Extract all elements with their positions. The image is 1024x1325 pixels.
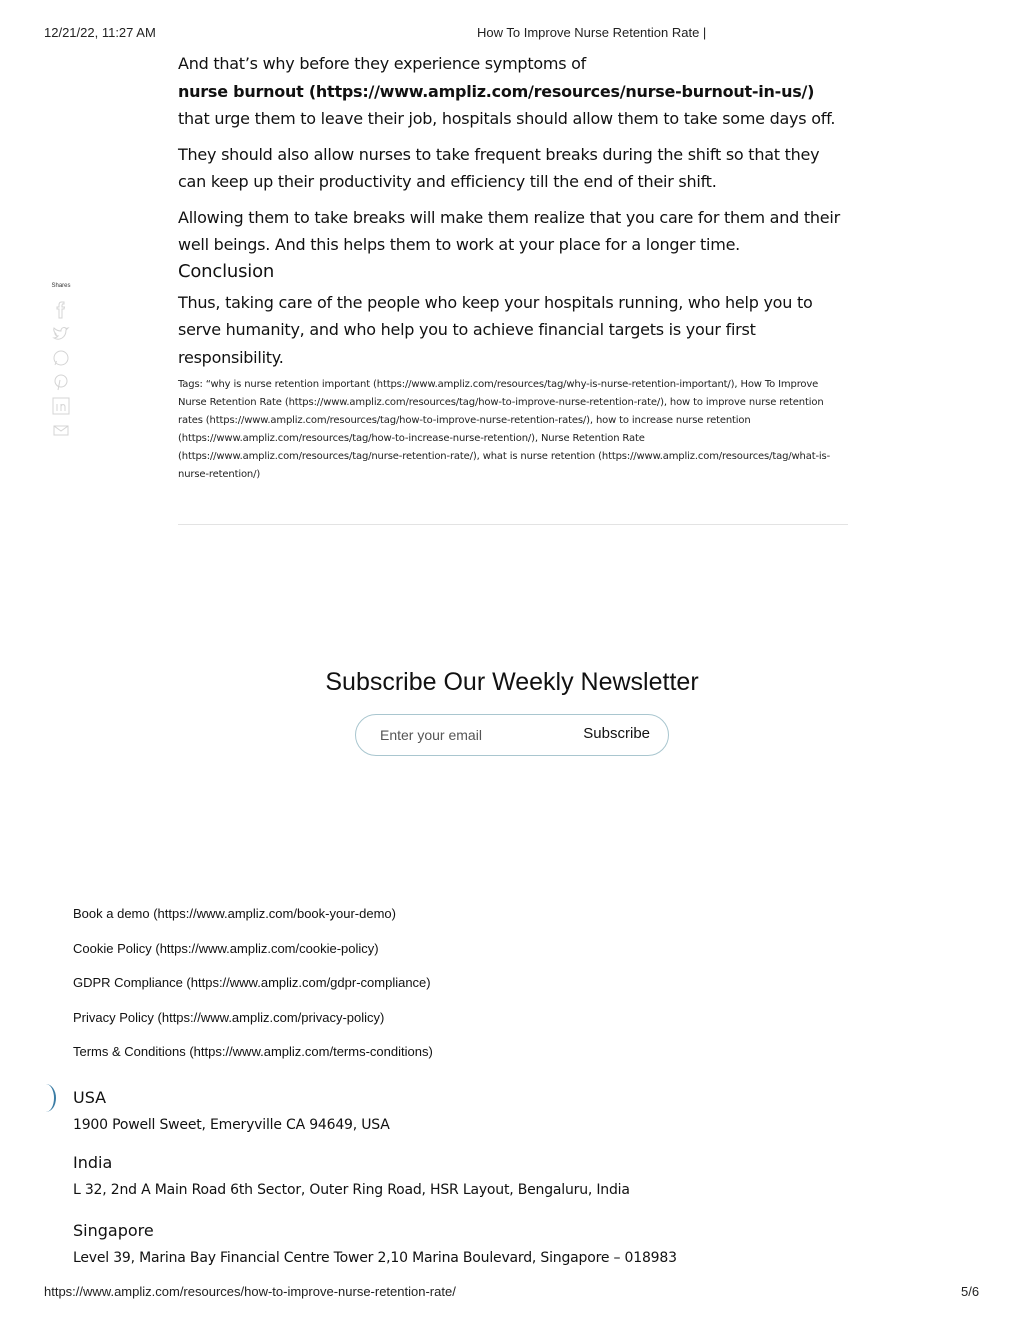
print-page-number: 5/6 [961,1284,980,1299]
office-singapore [73,1220,677,1269]
linkedin-icon[interactable] [52,397,70,415]
article-body [178,50,848,379]
paragraph-text: that urge them to leave their job, hospitals should allow them to take some days off. [178,109,836,128]
paragraph-breaks: They should also allow nurses to take frequent breaks during the shift so that they can keep up their productivity and efficiency till the end of their shift. [178,144,820,191]
office-address: L 32, 2nd A Main Road 6th Sector, Outer Ring Road, HSR Layout, Bengaluru, India [73,1182,630,1198]
cookie-policy-link[interactable]: Cookie Policy (https://www.ampliz.com/cookie-policy) [73,940,379,956]
subscribe-button[interactable]: Subscribe [583,725,650,742]
shares-label: Shares [51,283,71,289]
section-divider [178,524,848,525]
whatsapp-icon[interactable] [52,349,70,367]
privacy-policy-link[interactable]: Privacy Policy (https://www.ampliz.com/privacy-policy) [73,1009,385,1025]
office-address: 1900 Powell Sweet, Emeryville CA 94649, USA [73,1117,390,1133]
footer-links [73,903,433,1076]
tag-link[interactable]: what is nurse retention (https://www.ampliz.com/resources/tag/what-is-nurse-retention/) [178,451,831,480]
tags-prefix: Tags: “ [178,379,211,390]
gdpr-compliance-link[interactable]: GDPR Compliance (https://www.ampliz.com/gdpr-compliance) [73,975,431,991]
tags-list: Tags: “why is nurse retention important (https://www.ampliz.com/resources/tag/why-is-nurse-retention-important/), How To Improve Nurse Retention Rate (https://www.ampliz.com/resources/tag/how-to-improve-nurse-retention-rate/), how to improve nurse retention rates (https://www.ampliz.com/resources/tag/how-to-improve-nurse-retention-rates/), how to increase nurse retention (https://www.ampliz.com/resources/tag/how-to-increase-nurse-retention/), Nurse Retention Rate (https://www.ampliz.com/resources/tag/nurse-retention-rate/), what is nurse retention (https://www.ampliz.com/resources/tag/what-is-nurse-retention/) [178,379,831,480]
tag-link[interactable]: why is nurse retention important (https://www.ampliz.com/resources/tag/why-is-nurse-retention-important/) [210,379,735,390]
newsletter-title: Subscribe Our Weekly Newsletter [325,668,699,696]
office-usa [73,1087,390,1136]
book-demo-link[interactable]: Book a demo (https://www.ampliz.com/book-your-demo) [73,906,396,921]
paragraph-burnout [178,50,848,133]
tag-link[interactable]: how to increase nurse retention (https://www.ampliz.com/resources/tag/how-to-increase-nurse-retention/) [178,415,751,444]
office-country: USA [73,1088,107,1107]
conclusion-heading: Conclusion [178,260,275,282]
email-input[interactable] [380,725,560,745]
tag-link[interactable]: How To Improve Nurse Retention Rate (https://www.ampliz.com/resources/tag/how-to-improve-nurse-retention-rate/) [178,379,819,408]
terms-conditions-link[interactable]: Terms & Conditions (https://www.ampliz.com/terms-conditions) [73,1044,433,1060]
office-address: Level 39, Marina Bay Financial Centre Tower 2,10 Marina Boulevard, Singapore – 018983 [73,1250,677,1266]
newsletter-form [355,714,669,756]
pinterest-icon[interactable] [52,373,70,391]
loading-spinner-icon [36,1084,56,1112]
office-india [73,1152,630,1201]
print-title: How To Improve Nurse Retention Rate | [477,25,707,40]
paragraph-care: Allowing them to take breaks will make them realize that you care for them and their well beings. And this helps them to work at your place for a longer time. [178,207,840,254]
share-sidebar [42,283,80,445]
paragraph-conclusion: Thus, taking care of the people who keep your hospitals running, who help you to serve humanity, and who help you to achieve financial targets is your first responsibility. [178,292,813,367]
paragraph-text: And that’s why before they experience symptoms of [178,54,587,73]
print-url: https://www.ampliz.com/resources/how-to-improve-nurse-retention-rate/ [44,1284,456,1299]
office-country: India [73,1153,113,1172]
print-datetime: 12/21/22, 11:27 AM [44,25,156,40]
office-country: Singapore [73,1221,154,1240]
email-icon[interactable] [52,421,70,439]
tag-link[interactable]: how to improve nurse retention rates (https://www.ampliz.com/resources/tag/how-to-improve-nurse-retention-rates/) [178,397,824,426]
nurse-burnout-link[interactable]: nurse burnout (https://www.ampliz.com/resources/nurse-burnout-in-us/) [178,81,815,101]
facebook-icon[interactable] [52,301,70,319]
tag-link[interactable]: Nurse Retention Rate (https://www.ampliz.com/resources/tag/nurse-retention-rate/) [178,433,645,462]
twitter-icon[interactable] [52,325,70,343]
